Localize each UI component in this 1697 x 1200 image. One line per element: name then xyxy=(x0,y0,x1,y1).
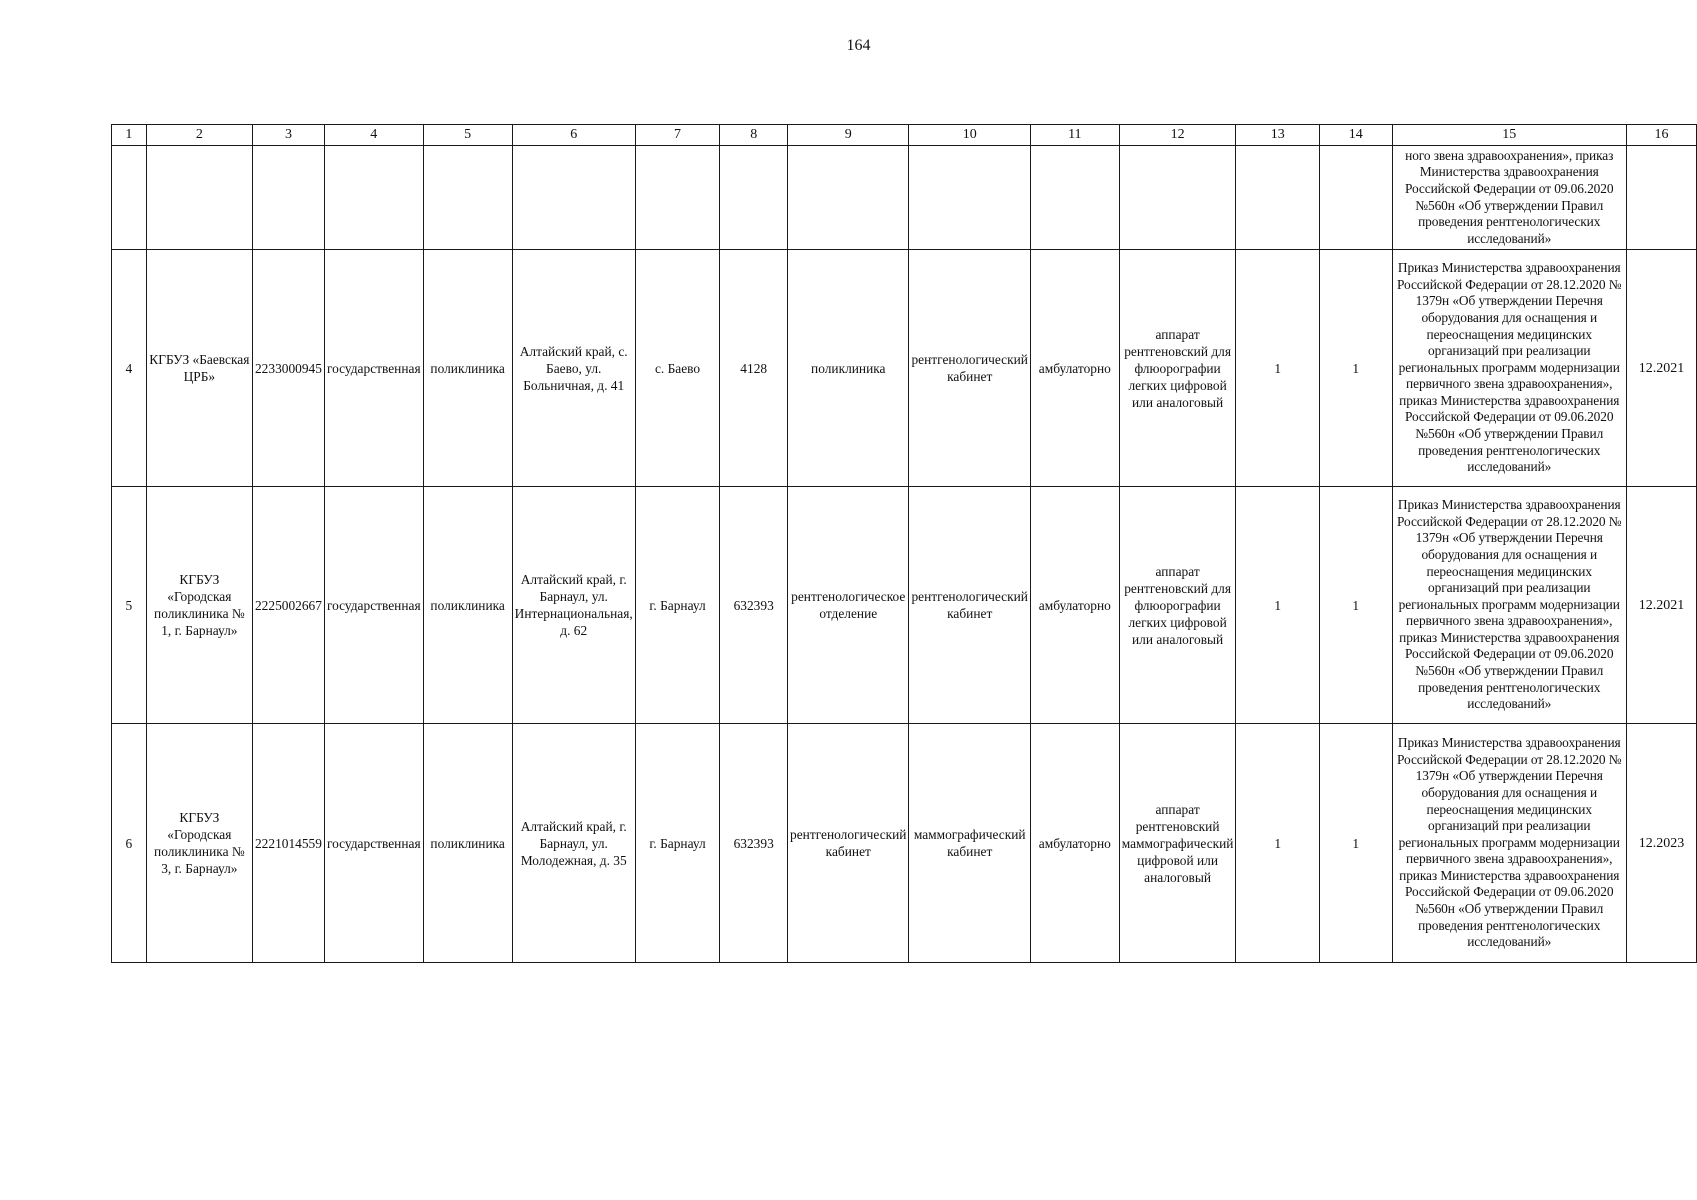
row-number: 6 xyxy=(112,724,147,963)
address-cell: Алтайский край, г. Барнаул, ул. Молодежная, д. 35 xyxy=(512,724,635,963)
continuation-row xyxy=(112,146,1697,250)
date-cell: 12.2021 xyxy=(1626,487,1696,724)
date-cell: 12.2023 xyxy=(1626,724,1696,963)
ownership-cell: государственная xyxy=(324,250,423,487)
header-cell: 8 xyxy=(720,125,788,146)
ownership-cell: государственная xyxy=(324,724,423,963)
legal-basis-cell: Приказ Министерства здравоохранения Российской Федерации от 28.12.2020 № 1379н «Об утверждении Перечня оборудования для оснащения и переоснащения медицинских организаций при реализации региональных программ модернизации первичного звена здравоохранения», приказ Министерства здравоохранения Российской Федерации от 09.06.2020 №560н «Об утверждении Правил проведения рентгенологических исследований» xyxy=(1392,487,1626,724)
population-cell: 4128 xyxy=(720,250,788,487)
header-cell: 9 xyxy=(788,125,909,146)
table-cell xyxy=(252,146,324,250)
header-cell: 6 xyxy=(512,125,635,146)
register-table xyxy=(111,124,1697,963)
room-cell: рентгенологический кабинет xyxy=(909,250,1030,487)
inn-cell: 2225002667 xyxy=(252,487,324,724)
page-number: 164 xyxy=(846,37,871,54)
division-cell: рентгенологическое отделение xyxy=(788,487,909,724)
organization-cell: КГБУЗ «Городская поликлиника № 1, г. Барнаул» xyxy=(146,487,252,724)
equipment-cell: аппарат рентгеновский для флюорографии легких цифровой или аналоговый xyxy=(1119,487,1236,724)
table-row xyxy=(112,724,1697,963)
organization-cell: КГБУЗ «Городская поликлиника № 3, г. Барнаул» xyxy=(146,724,252,963)
table-cell xyxy=(1626,146,1696,250)
header-cell: 7 xyxy=(635,125,720,146)
locality-cell: г. Барнаул xyxy=(635,487,720,724)
header-row xyxy=(112,125,1697,146)
table-cell xyxy=(146,146,252,250)
type-cell: поликлиника xyxy=(423,724,512,963)
table-cell xyxy=(1319,146,1392,250)
header-cell: 3 xyxy=(252,125,324,146)
equipment-cell: аппарат рентгеновский для флюорографии легких цифровой или аналоговый xyxy=(1119,250,1236,487)
header-cell: 13 xyxy=(1236,125,1319,146)
header-cell: 15 xyxy=(1392,125,1626,146)
header-cell: 14 xyxy=(1319,125,1392,146)
locality-cell: г. Барнаул xyxy=(635,724,720,963)
population-cell: 632393 xyxy=(720,487,788,724)
header-cell: 10 xyxy=(909,125,1030,146)
address-cell: Алтайский край, г. Барнаул, ул. Интернациональная, д. 62 xyxy=(512,487,635,724)
room-cell: рентгенологический кабинет xyxy=(909,487,1030,724)
care-form-cell: амбулаторно xyxy=(1030,724,1119,963)
type-cell: поликлиника xyxy=(423,487,512,724)
inn-cell: 2233000945 xyxy=(252,250,324,487)
population-cell: 632393 xyxy=(720,724,788,963)
table-cell xyxy=(112,146,147,250)
organization-cell: КГБУЗ «Баевская ЦРБ» xyxy=(146,250,252,487)
date-cell: 12.2021 xyxy=(1626,250,1696,487)
locality-cell: с. Баево xyxy=(635,250,720,487)
inn-cell: 2221014559 xyxy=(252,724,324,963)
table-cell xyxy=(324,146,423,250)
quantity-cell: 1 xyxy=(1319,487,1392,724)
header-cell: 5 xyxy=(423,125,512,146)
room-cell: маммографический кабинет xyxy=(909,724,1030,963)
quantity-cell: 1 xyxy=(1236,487,1319,724)
type-cell: поликлиника xyxy=(423,250,512,487)
quantity-cell: 1 xyxy=(1319,250,1392,487)
quantity-cell: 1 xyxy=(1319,724,1392,963)
table-cell xyxy=(512,146,635,250)
quantity-cell: 1 xyxy=(1236,250,1319,487)
table-cell xyxy=(635,146,720,250)
table-cell xyxy=(1119,146,1236,250)
header-cell: 11 xyxy=(1030,125,1119,146)
table-row xyxy=(112,487,1697,724)
table-cell xyxy=(423,146,512,250)
header-cell: 4 xyxy=(324,125,423,146)
table-row xyxy=(112,250,1697,487)
table-cell xyxy=(788,146,909,250)
ownership-cell: государственная xyxy=(324,487,423,724)
care-form-cell: амбулаторно xyxy=(1030,487,1119,724)
table-cell xyxy=(1236,146,1319,250)
division-cell: поликлиника xyxy=(788,250,909,487)
legal-basis-cell: Приказ Министерства здравоохранения Российской Федерации от 28.12.2020 № 1379н «Об утверждении Перечня оборудования для оснащения и переоснащения медицинских организаций при реализации региональных программ модернизации первичного звена здравоохранения», приказ Министерства здравоохранения Российской Федерации от 09.06.2020 №560н «Об утверждении Правил проведения рентгенологических исследований» xyxy=(1392,250,1626,487)
table-cell xyxy=(1030,146,1119,250)
legal-basis-cell: ного звена здравоохранения», приказ Министерства здравоохранения Российской Федерации от 09.06.2020 №560н «Об утверждении Правил проведения рентгенологических исследований» xyxy=(1392,146,1626,250)
address-cell: Алтайский край, с. Баево, ул. Больничная, д. 41 xyxy=(512,250,635,487)
equipment-cell: аппарат рентгеновский маммографический цифровой или аналоговый xyxy=(1119,724,1236,963)
header-cell: 12 xyxy=(1119,125,1236,146)
care-form-cell: амбулаторно xyxy=(1030,250,1119,487)
header-cell: 1 xyxy=(112,125,147,146)
row-number: 5 xyxy=(112,487,147,724)
table-cell xyxy=(720,146,788,250)
table-cell xyxy=(909,146,1030,250)
header-cell: 16 xyxy=(1626,125,1696,146)
header-cell: 2 xyxy=(146,125,252,146)
row-number: 4 xyxy=(112,250,147,487)
legal-basis-cell: Приказ Министерства здравоохранения Российской Федерации от 28.12.2020 № 1379н «Об утверждении Перечня оборудования для оснащения и переоснащения медицинских организаций при реализации региональных программ модернизации первичного звена здравоохранения», приказ Министерства здравоохранения Российской Федерации от 09.06.2020 №560н «Об утверждении Правил проведения рентгенологических исследований» xyxy=(1392,724,1626,963)
division-cell: рентгенологический кабинет xyxy=(788,724,909,963)
quantity-cell: 1 xyxy=(1236,724,1319,963)
